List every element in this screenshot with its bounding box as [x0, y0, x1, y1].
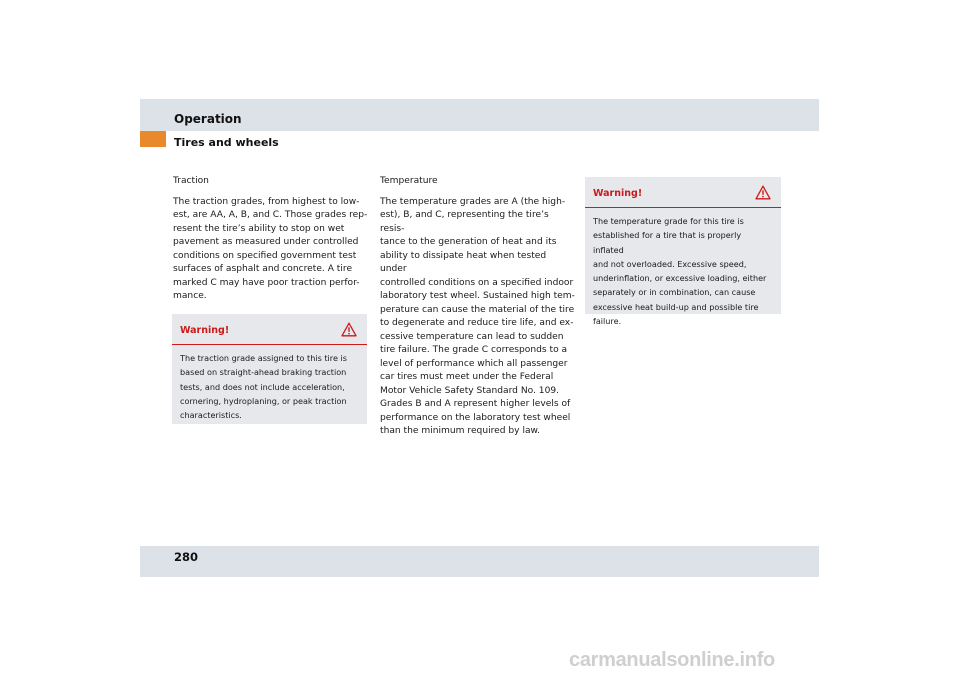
text-line: established for a tire that is properly inflated [593, 230, 742, 255]
text-line: underinflation, or excessive loading, either [593, 273, 767, 284]
text-line: excessive heat build-up and possible tire [593, 301, 759, 312]
traction-paragraph [173, 196, 368, 304]
text-line: conditions on specified government test [173, 250, 357, 261]
text-line: than the minimum required by law. [380, 426, 541, 436]
text-line: resent the tire’s ability to stop on wet [173, 223, 345, 234]
text-line: to degenerate and reduce tire life, and ex- [380, 318, 574, 328]
warning-text [585, 208, 781, 328]
text-line: cessive temperature can lead to sudden [380, 331, 564, 342]
header-band [140, 99, 819, 131]
text-line: The traction grades, from highest to low- [173, 196, 360, 207]
text-line: The temperature grade for this tire is [593, 216, 744, 226]
text-line: The temperature grades are A (the high- [380, 196, 566, 207]
traction-section [173, 175, 368, 304]
traction-heading: Traction [173, 176, 209, 186]
text-line: cornering, hydroplaning, or peak traction [180, 395, 347, 406]
warning-title: Warning! [593, 188, 643, 199]
text-line: The traction grade assigned to this tire is [180, 353, 347, 363]
text-line: car tires must meet under the Federal [380, 372, 554, 382]
watermark-text: carmanualsonline.info [569, 649, 775, 671]
temperature-paragraph [380, 196, 575, 439]
text-line: based on straight-ahead braking traction [180, 367, 347, 378]
text-line: laboratory test wheel. Sustained high tem- [380, 291, 575, 301]
warning-header [585, 177, 781, 208]
page-number: 280 [174, 550, 199, 564]
text-line: tests, and does not include acceleration, [180, 381, 345, 392]
text-line: Motor Vehicle Safety Standard No. 109. [380, 385, 560, 396]
text-line: controlled conditions on a specified indoor [380, 277, 574, 288]
text-line: level of performance which all passenger [380, 358, 568, 369]
temperature-section [380, 175, 575, 439]
section-title: Operation [174, 112, 242, 126]
warning-triangle-icon [341, 322, 357, 337]
text-line: perature can cause the material of the tire [380, 304, 575, 315]
temperature-warning-box [585, 177, 781, 327]
text-line: ability to dissipate heat when tested under [380, 250, 547, 274]
text-line: Grades B and A represent higher levels of [380, 399, 571, 409]
text-line: and not overloaded. Excessive speed, [593, 258, 747, 269]
subsection-title: Tires and wheels [174, 136, 279, 149]
text-line: est), B, and C, representing the tire’s resis- [380, 210, 549, 234]
temperature-heading: Temperature [380, 176, 438, 186]
warning-triangle-icon [755, 185, 771, 200]
text-line: tire failure. The grade C corresponds to a [380, 345, 568, 355]
text-line: performance on the laboratory test wheel [380, 412, 571, 423]
warning-text [172, 345, 367, 422]
text-line: separately or in combination, can cause [593, 287, 756, 298]
text-line: mance. [173, 291, 207, 301]
section-marker-tab [140, 131, 166, 147]
traction-warning-box [172, 314, 367, 424]
footer-band [140, 546, 819, 577]
text-line: surfaces of asphalt and concrete. A tire [173, 264, 353, 274]
warning-header [172, 314, 367, 345]
text-line: tance to the generation of heat and its [380, 237, 557, 247]
text-line: est, are AA, A, B, and C. Those grades rep- [173, 210, 368, 220]
warning-title: Warning! [180, 325, 230, 336]
text-line: pavement as measured under controlled [173, 237, 359, 247]
text-line: characteristics. [180, 410, 242, 421]
text-line: marked C may have poor traction perfor- [173, 277, 360, 288]
text-line: failure. [593, 316, 622, 327]
